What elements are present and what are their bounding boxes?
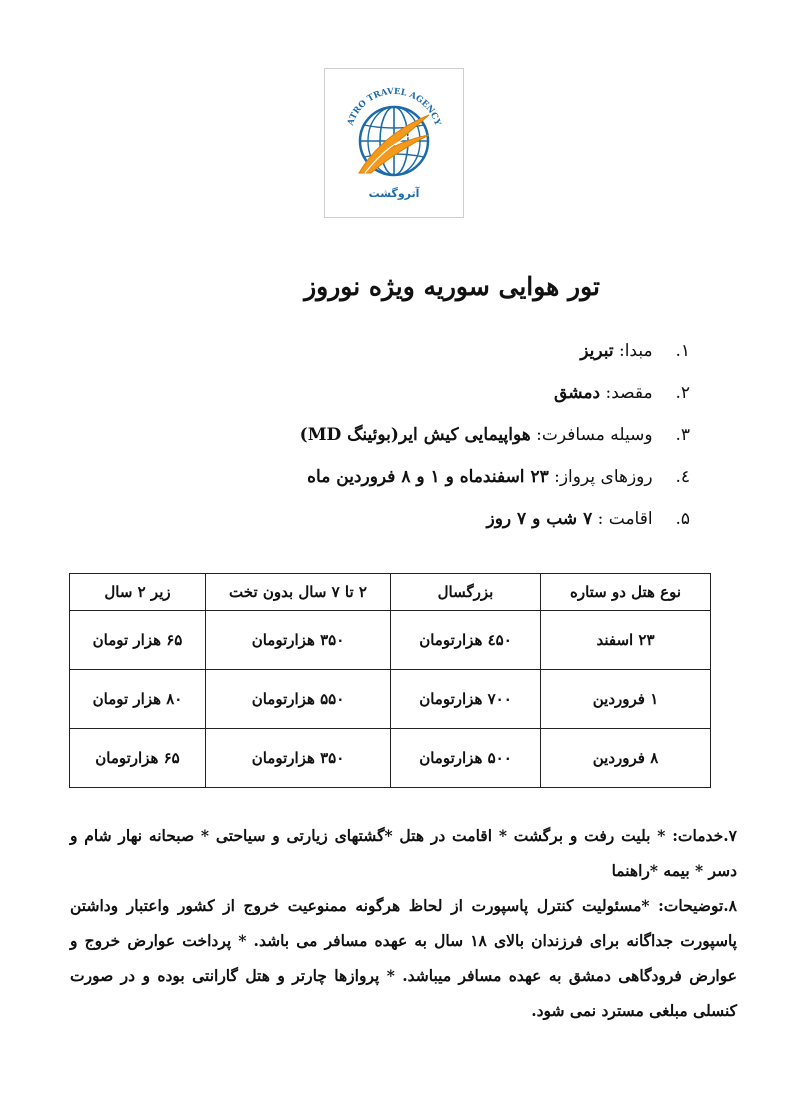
logo-arc-text: ATRO TRAVEL AGENCY bbox=[345, 86, 443, 127]
table-cell: ۸۰ هزار تومان bbox=[70, 670, 206, 729]
table-cell: ۳۵۰ هزارتومان bbox=[206, 729, 391, 788]
detail-stay bbox=[170, 498, 690, 540]
detail-label: وسیله مسافرت: bbox=[536, 425, 653, 445]
column-header: بزرگسال bbox=[391, 574, 541, 611]
detail-number: ۳. bbox=[675, 425, 690, 445]
detail-label: مقصد: bbox=[605, 383, 653, 403]
column-header: نوع هتل دو ستاره bbox=[541, 574, 711, 611]
atro-travel-logo bbox=[324, 68, 464, 218]
table-cell: ۶۵ هزارتومان bbox=[70, 729, 206, 788]
table-cell: ۵۰۰ هزارتومان bbox=[391, 729, 541, 788]
table-row bbox=[70, 670, 711, 729]
detail-number: ٤. bbox=[675, 467, 690, 487]
detail-label: اقامت : bbox=[597, 509, 653, 529]
table-cell: ۷۰۰ هزارتومان bbox=[391, 670, 541, 729]
detail-origin bbox=[170, 330, 690, 372]
detail-value: دمشق bbox=[554, 383, 601, 403]
detail-transport bbox=[170, 414, 690, 456]
logo-persian-name: آتروگشت bbox=[368, 187, 420, 200]
detail-number: ۱. bbox=[675, 341, 690, 361]
detail-number: ۵. bbox=[675, 509, 690, 529]
table-cell: ۱ فروردین bbox=[541, 670, 711, 729]
detail-destination bbox=[170, 372, 690, 414]
detail-value: هواپیمایی کیش ایر(بوئینگ MD) bbox=[299, 425, 531, 445]
column-header: زیر ۲ سال bbox=[70, 574, 206, 611]
price-table bbox=[69, 573, 711, 788]
table-row bbox=[70, 611, 711, 670]
table-header-row bbox=[70, 574, 711, 611]
tour-details-list bbox=[170, 330, 690, 540]
notes-section bbox=[70, 818, 737, 1028]
table-cell: ۲۳ اسفند bbox=[541, 611, 711, 670]
detail-label: روزهای پرواز: bbox=[554, 467, 653, 487]
page-title: تور هوایی سوریه ویژه نوروز bbox=[304, 272, 600, 301]
table-cell: ۳۵۰ هزارتومان bbox=[206, 611, 391, 670]
table-cell: ۸ فروردین bbox=[541, 729, 711, 788]
table-cell: ۵۵۰ هزارتومان bbox=[206, 670, 391, 729]
terms-note: ۸.توضیحات: *مسئولیت کنترل پاسپورت از لحاظ هرگونه ممنوعیت خروج از کشور واعتبار وداشتن پاسپورت جداگانه برای فرزندان بالای ۱۸ سال به عهده مسافر می باشد. * پرداخت عوارض خروج و عوارض فرودگاهی دمشق به عهده مسافر میباشد. * پروازها چارتر و هتل گارانتی بوده و در صورت کنسلی مبلغی مسترد نمی شود. bbox=[70, 896, 737, 1020]
detail-value: ۲۳ اسفندماه و ۱ و ۸ فروردین ماه bbox=[307, 467, 549, 487]
detail-label: مبدا: bbox=[618, 341, 653, 361]
table-row bbox=[70, 729, 711, 788]
detail-number: ۲. bbox=[675, 383, 690, 403]
services-note: ۷.خدمات: * بلیت رفت و برگشت * اقامت در هتل *گشتهای زیارتی و سیاحتی * صبحانه نهار شام و دسر * بیمه *راهنما bbox=[70, 826, 737, 880]
detail-flight-days bbox=[170, 456, 690, 498]
table-cell: ۶۵ هزار تومان bbox=[70, 611, 206, 670]
detail-value: ۷ شب و ۷ روز bbox=[486, 509, 593, 529]
table-cell: ٤۵۰ هزارتومان bbox=[391, 611, 541, 670]
detail-value: تبریز bbox=[580, 341, 614, 361]
column-header: ۲ تا ۷ سال بدون تخت bbox=[206, 574, 391, 611]
